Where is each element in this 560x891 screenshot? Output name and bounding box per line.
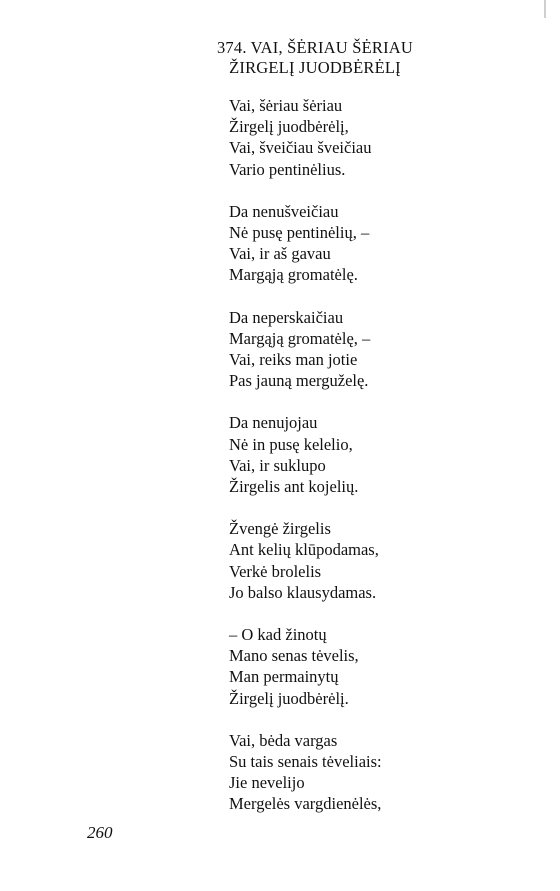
verse-line: Jie nevelijo: [229, 773, 305, 793]
page-edge-mark: [544, 0, 546, 18]
verse-line: Žirgelį juodbėrėlį.: [229, 688, 349, 708]
verse-line: Žirgelį juodbėrėlį,: [229, 117, 349, 137]
poem-title: [150, 38, 480, 78]
verse-line: Nė pusę pentinėlių, –: [229, 223, 370, 243]
poem-title-line-1: 374. VAI, ŠĖRIAU ŠĖRIAU: [216, 38, 414, 57]
verse-line: Vai, ir suklupo: [229, 455, 326, 475]
verse-line: Da nenušveičiau: [229, 201, 339, 221]
stanza-4: [229, 412, 529, 497]
verse-line: Margąją gromatėlę.: [229, 265, 358, 285]
stanza-2: [229, 201, 529, 286]
verse-line: Ant kelių klūpodamas,: [229, 540, 379, 560]
verse-line: Da neperskaičiau: [229, 307, 344, 327]
stanza-7: [229, 730, 529, 815]
verse-line: Su tais senais tėveliais:: [229, 752, 382, 772]
stanza-5: [229, 518, 529, 603]
verse-line: Margąją gromatėlę, –: [229, 328, 371, 348]
stanza-6: [229, 624, 529, 709]
stanza-1: [229, 95, 529, 180]
verse-line: Pas jauną merguželę.: [229, 371, 369, 391]
verse-line: Nė in pusę kelelio,: [229, 434, 353, 454]
verse-line: Vai, bėda vargas: [229, 730, 338, 750]
verse-line: Vai, šveičiau šveičiau: [229, 138, 372, 158]
verse-line: Vai, reiks man jotie: [229, 350, 358, 370]
verse-line: Vai, šėriau šėriau: [229, 96, 343, 115]
verse-line: Vai, ir aš gavau: [229, 244, 331, 264]
verse-line: Man permainytų: [229, 667, 339, 687]
verse-line: Žirgelis ant kojelių.: [229, 477, 359, 497]
verse-line: – O kad žinotų: [229, 625, 327, 645]
stanza-3: [229, 307, 529, 392]
verse-line: Vario pentinėlius.: [229, 159, 346, 179]
poem-body: [229, 95, 529, 836]
poem-title-line-2: ŽIRGELĮ JUODBĖRĖLĮ: [229, 58, 401, 77]
verse-line: Verkė brolelis: [229, 561, 322, 581]
page-number: 260: [87, 823, 113, 842]
verse-line: Žvengė žirgelis: [229, 519, 331, 539]
verse-line: Mano senas tėvelis,: [229, 646, 359, 666]
verse-line: Mergelės vargdienėlės,: [229, 794, 382, 814]
verse-line: Da nenujojau: [229, 413, 318, 433]
verse-line: Jo balso klausydamas.: [229, 582, 377, 602]
